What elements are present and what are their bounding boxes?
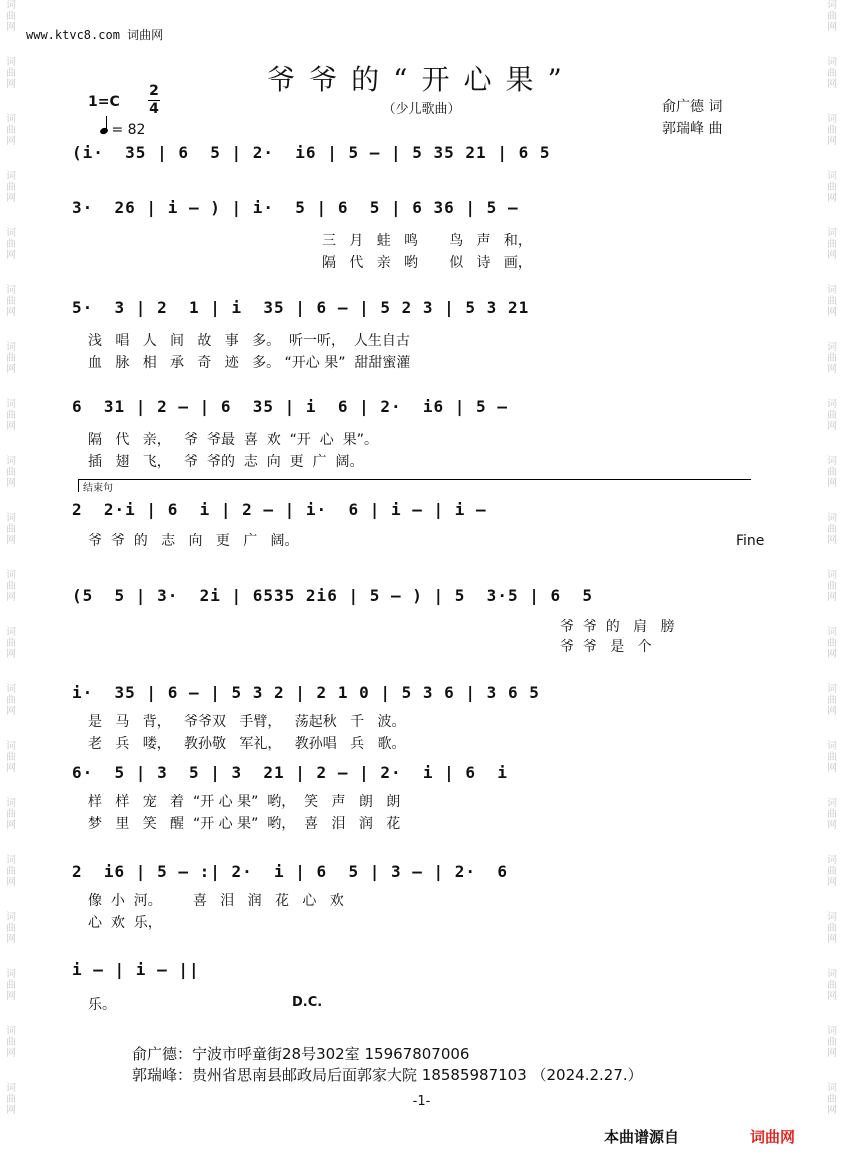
lyricist-credit: 俞广德 词	[662, 99, 723, 115]
watermark-text: 词 曲 网	[6, 342, 16, 375]
dc-mark: D.C.	[292, 995, 323, 1010]
lyric-line: 插 翅 飞， 爷 爷的 志 向 更 广 阔。	[88, 454, 364, 470]
source-label: 本曲谱源自	[604, 1128, 680, 1146]
notation-line: 6 31 | 2 — | 6 35 | i 6 | 2· i6 | 5 —	[72, 397, 508, 416]
watermark-text: 词 曲 网	[827, 171, 837, 204]
notation-line: 5· 3 | 2 1 | i 35 | 6 — | 5 2 3 | 5 3 21	[72, 298, 530, 317]
lyric-line: 像 小 河。 喜 泪 润 花 心 欢	[88, 893, 344, 909]
notation-line: 6· 5 | 3 5 | 3 21 | 2 — | 2· i | 6 i	[72, 763, 508, 782]
watermark-text: 词 曲 网	[6, 399, 16, 432]
notation-line: i — | i — ||	[72, 960, 200, 979]
lyric-line: 浅 唱 人 间 故 事 多。 听一听， 人生自古	[88, 333, 410, 349]
watermark-text: 词 曲 网	[827, 228, 837, 261]
watermark-text: 词 曲 网	[827, 513, 837, 546]
page-number: -1-	[412, 1094, 431, 1109]
watermark-text: 词 曲 网	[6, 627, 16, 660]
song-title: 爷爷的“开心果”	[267, 63, 576, 96]
lyric-line: 心 欢 乐，	[88, 915, 162, 931]
watermark-text: 词 曲 网	[6, 684, 16, 717]
watermark-text: 词 曲 网	[6, 969, 16, 1002]
lyric-line: 爷 爷 的 志 向 更 广 阔。	[88, 533, 299, 549]
composer-credit: 郭瑞峰 曲	[662, 121, 723, 137]
watermark-text: 词 曲 网	[6, 570, 16, 603]
lyric-line: 爷 爷 是 个	[560, 639, 652, 655]
watermark-left	[2, 0, 20, 1172]
watermark-text: 词 曲 网	[6, 741, 16, 774]
watermark-text: 词 曲 网	[827, 684, 837, 717]
watermark-text: 词 曲 网	[827, 342, 837, 375]
lyric-line: 乐。	[88, 997, 116, 1013]
lyric-line: 老 兵 喽， 教孙敬 军礼， 教孙唱 兵 歌。	[88, 736, 406, 752]
address-composer: 郭瑞峰：贵州省思南县邮政局后面郭家大院 18585987103 （2024.2.27.）	[132, 1066, 643, 1084]
watermark-text: 词 曲 网	[827, 456, 837, 489]
watermark-text: 词 曲 网	[827, 1083, 837, 1116]
source-brand[interactable]: 词曲网	[750, 1128, 796, 1146]
key-signature: 1=C	[88, 94, 120, 110]
tempo-marking	[100, 116, 145, 138]
watermark-text: 词 曲 网	[6, 1083, 16, 1116]
notation-line: (i· 35 | 6 5 | 2· i6 | 5 — | 5 35 21 | 6 5	[72, 143, 551, 162]
lyric-line: 梦 里 笑 醒 “开 心 果” 哟， 喜 泪 润 花	[88, 816, 401, 832]
lyric-line: 三 月 蛙 鸣 鸟 声 和，	[322, 233, 532, 249]
fine-mark: Fine	[736, 533, 765, 549]
lyric-line: 隔 代 亲， 爷 爷最 喜 欢 “开 心 果”。	[88, 432, 378, 448]
watermark-text: 词 曲 网	[827, 114, 837, 147]
watermark-text: 词 曲 网	[6, 171, 16, 204]
lyric-line: 是 马 背， 爷爷双 手臂， 荡起秋 千 波。	[88, 714, 406, 730]
time-sig-top: 2	[149, 83, 159, 99]
watermark-text: 词 曲 网	[827, 0, 837, 33]
quarter-note-icon	[99, 127, 109, 135]
ending-bracket	[78, 479, 751, 492]
watermark-text: 词 曲 网	[6, 228, 16, 261]
watermark-text: 词 曲 网	[827, 1026, 837, 1059]
notation-line: 2 2·i | 6 i | 2 — | i· 6 | i — | i —	[72, 500, 487, 519]
lyric-line: 血 脉 相 承 奇 迹 多。 “开心 果” 甜甜蜜灌	[88, 355, 411, 371]
watermark-text: 词 曲 网	[6, 114, 16, 147]
watermark-text: 词 曲 网	[827, 570, 837, 603]
watermark-text: 词 曲 网	[6, 456, 16, 489]
watermark-text: 词 曲 网	[6, 1026, 16, 1059]
lyric-line: 样 样 宠 着 “开 心 果” 哟， 笑 声 朗 朗	[88, 794, 401, 810]
watermark-text: 词 曲 网	[827, 912, 837, 945]
site-header[interactable]: www.ktvc8.com 词曲网	[26, 28, 164, 42]
watermark-text: 词 曲 网	[827, 627, 837, 660]
watermark-text: 词 曲 网	[827, 741, 837, 774]
watermark-text: 词 曲 网	[827, 285, 837, 318]
song-subtitle: （少儿歌曲）	[382, 102, 461, 117]
watermark-text: 词 曲 网	[6, 0, 16, 33]
watermark-text: 词 曲 网	[827, 798, 837, 831]
watermark-text: 词 曲 网	[827, 399, 837, 432]
time-sig-bottom: 4	[149, 101, 159, 117]
lyric-line: 爷 爷 的 肩 膀	[560, 619, 675, 635]
watermark-text: 词 曲 网	[6, 855, 16, 888]
watermark-text: 词 曲 网	[827, 855, 837, 888]
watermark-text: 词 曲 网	[6, 57, 16, 90]
watermark-text: 词 曲 网	[827, 969, 837, 1002]
address-lyricist: 俞广德：宁波市呼童街28号302室 15967807006	[132, 1045, 470, 1063]
ending-label: 结束句	[83, 483, 113, 494]
watermark-text: 词 曲 网	[6, 798, 16, 831]
notation-line: i· 35 | 6 — | 5 3 2 | 2 1 0 | 5 3 6 | 3 6 5	[72, 683, 540, 702]
notation-line: 2 i6 | 5 — :| 2· i | 6 5 | 3 — | 2· 6	[72, 862, 508, 881]
watermark-text: 词 曲 网	[6, 285, 16, 318]
lyric-line: 隔 代 亲 哟 似 诗 画，	[322, 255, 532, 271]
notation-line: 3· 26 | i — ) | i· 5 | 6 5 | 6 36 | 5 —	[72, 198, 519, 217]
notation-line: (5 5 | 3· 2i | 6535 2i6 | 5 — ) | 5 3·5 | 6 5	[72, 586, 594, 605]
watermark-text: 词 曲 网	[6, 912, 16, 945]
time-signature	[148, 84, 160, 117]
watermark-text: 词 曲 网	[827, 57, 837, 90]
watermark-right	[823, 0, 841, 1172]
tempo-value: = 82	[111, 122, 146, 138]
watermark-text: 词 曲 网	[6, 513, 16, 546]
